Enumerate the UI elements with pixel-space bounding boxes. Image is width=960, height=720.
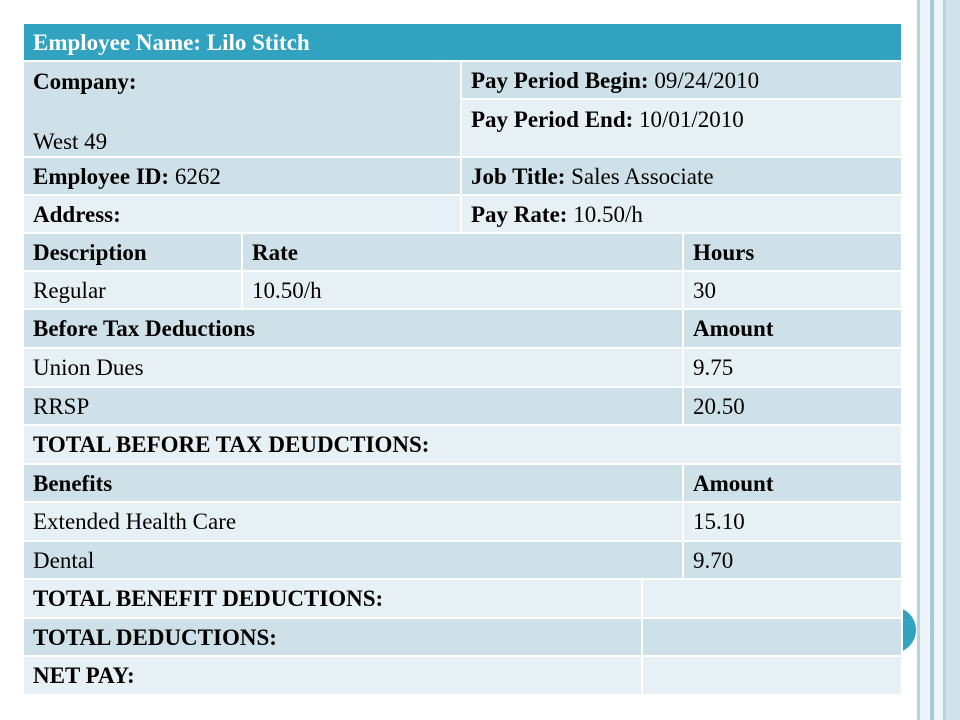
total-deductions-row: [24, 619, 643, 657]
table-cell: [684, 503, 903, 542]
net-pay-value-cell: [643, 657, 903, 696]
benefits-amount-header: [684, 465, 903, 503]
table-cell: [684, 542, 903, 580]
earning-description: Regular: [33, 277, 106, 303]
before-tax-title: Before Tax Deductions: [33, 316, 255, 341]
table-cell: [24, 542, 684, 580]
pay-period-end-label: Pay Period End:: [471, 107, 634, 132]
earning-rate: 10.50/h: [252, 277, 322, 303]
description-header: Description: [33, 239, 147, 265]
address-text: [33, 203, 121, 226]
employee-id-label: Employee ID:: [33, 163, 170, 189]
deduction-amount: 20.50: [693, 393, 745, 419]
decor-stripe: [920, 0, 930, 720]
rate-header: Rate: [252, 239, 298, 265]
pay-period-begin-label: Pay Period Begin:: [471, 67, 649, 93]
deduction-name: RRSP: [33, 393, 90, 419]
table-cell: [684, 272, 903, 310]
total-deductions-value-cell: [643, 619, 903, 657]
pay-period-end-value: 10/01/2010: [639, 107, 744, 132]
employee-name-value: Lilo Stitch: [206, 29, 310, 55]
pay-period-begin-cell: [462, 62, 903, 100]
benefit-amount: 15.10: [693, 509, 745, 534]
earnings-column-header: [684, 234, 903, 272]
deduction-amount: 9.75: [693, 355, 734, 380]
earnings-column-header: [24, 234, 243, 272]
employee-id-cell: [24, 158, 462, 196]
benefit-amount: 9.70: [693, 547, 734, 573]
earning-hours: 30: [693, 277, 716, 303]
pay-rate-label: Pay Rate:: [471, 201, 568, 227]
table-cell: [243, 272, 684, 310]
job-title-text: [471, 165, 714, 188]
pay-rate-cell: [462, 196, 903, 234]
total-benefit-value-cell: [643, 580, 903, 619]
amount-header: Amount: [693, 316, 774, 341]
table-cell: [684, 388, 903, 426]
employee-name-text: [33, 31, 310, 54]
total-benefit-label: TOTAL BENEFIT DEDUCTIONS:: [33, 586, 384, 611]
total-before-tax-row: [24, 426, 903, 465]
company-label: Company:: [33, 69, 137, 94]
total-benefit-row: [24, 580, 643, 619]
net-pay-label: NET PAY:: [33, 663, 135, 688]
job-title-label: Job Title:: [471, 163, 566, 189]
employee-name-header: [24, 24, 903, 62]
company-value: West 49: [33, 129, 108, 154]
pay-rate-value: 10.50/h: [573, 201, 643, 227]
benefit-name: Extended Health Care: [33, 509, 237, 534]
pay-rate-text: [471, 203, 643, 226]
pay-period-end-cell: [462, 100, 903, 158]
pay-period-end-text: [471, 108, 744, 131]
decor-stripe: [946, 0, 960, 720]
employee-name-label: Employee Name:: [33, 29, 201, 55]
table-cell: [24, 388, 684, 426]
net-pay-row: [24, 657, 643, 696]
benefits-title: Benefits: [33, 470, 113, 496]
company-cell: [24, 62, 462, 158]
total-before-tax-label: TOTAL BEFORE TAX DEUDCTIONS:: [33, 432, 430, 457]
table-cell: [24, 272, 243, 310]
hours-header: Hours: [693, 239, 755, 265]
decor-stripe: [934, 0, 943, 720]
before-tax-header: [24, 310, 684, 349]
total-deductions-label: TOTAL DEDUCTIONS:: [33, 624, 277, 650]
benefit-name: Dental: [33, 547, 95, 573]
employee-id-value: 6262: [174, 163, 221, 189]
before-tax-amount-header: [684, 310, 903, 349]
job-title-cell: [462, 158, 903, 196]
pay-period-begin-text: [471, 69, 759, 92]
amount-header: Amount: [693, 470, 774, 496]
table-cell: [684, 349, 903, 388]
table-cell: [24, 349, 684, 388]
table-cell: [24, 503, 684, 542]
address-cell: [24, 196, 462, 234]
earnings-column-header: [243, 234, 684, 272]
address-label: Address:: [33, 201, 121, 227]
pay-period-begin-value: 09/24/2010: [654, 67, 760, 93]
job-title-value: Sales Associate: [571, 163, 714, 189]
deduction-name: Union Dues: [33, 355, 144, 380]
employee-id-text: [33, 165, 221, 188]
benefits-header: [24, 465, 684, 503]
